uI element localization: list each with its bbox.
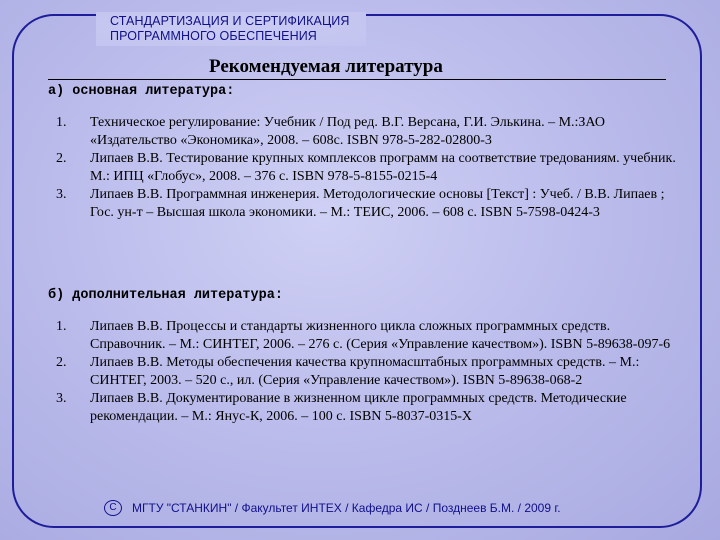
- list-item-text: Техническое регулирование: Учебник / Под ред. В.Г. Версана, Г.И. Элькина. – М.:ЗАО «Издательство «Экономика», 2008. – 608с. ISBN 978-5-282-02800-3: [90, 115, 605, 148]
- list-item-text: Липаев В.В. Документирование в жизненном цикле программных средств. Методические рекомендации. – М.: Янус-К, 2006. – 100 с. ISBN 5-8037-0315-X: [90, 391, 627, 424]
- list-item: [56, 114, 686, 150]
- additional-literature-list: [56, 318, 686, 426]
- list-item-number: 1.: [56, 115, 67, 130]
- slide-footer: [104, 500, 561, 516]
- list-item-text: Липаев В.В. Тестирование крупных комплексов программ на соответствие тредованиям. учебник. М.: ИПЦ «Глобус», 2008. – 376 с. ISBN 978-5-8155-0215-4: [90, 151, 676, 184]
- list-item-number: 2.: [56, 355, 67, 370]
- list-item-number: 2.: [56, 151, 67, 166]
- title-underline: [48, 79, 666, 80]
- page-title: Рекомендуемая литература: [209, 56, 443, 77]
- list-item-text: Липаев В.В. Методы обеспечения качества крупномасштабных программных средств. – М.: СИНТЕГ, 2003. – 520 с., ил. (Серия «Управление качеством»). ISBN 5-89638-068-2: [90, 355, 640, 388]
- list-item: [56, 390, 686, 426]
- list-item: [56, 150, 686, 186]
- list-item-number: 1.: [56, 319, 67, 334]
- header-line-1: СТАНДАРТИЗАЦИЯ И СЕРТИФИКАЦИЯ: [110, 14, 350, 28]
- header-line-2: ПРОГРАММНОГО ОБЕСПЕЧЕНИЯ: [110, 29, 317, 43]
- list-item-text: Липаев В.В. Программная инженерия. Методологические основы [Текст] : Учеб. / В.В. Липаев ; Гос. ун-т – Высшая школа экономики. – М.: ТЕИС, 2006. – 608 с. ISBN 5-7598-0424-3: [90, 187, 665, 220]
- section-heading-main: а) основная литература:: [48, 84, 235, 99]
- list-item-number: 3.: [56, 187, 67, 202]
- list-item: [56, 354, 686, 390]
- main-literature-list: [56, 114, 686, 222]
- slide-header: [96, 12, 366, 46]
- list-item: [56, 318, 686, 354]
- copyright-icon: С: [104, 500, 122, 516]
- list-item-number: 3.: [56, 391, 67, 406]
- footer-text: МГТУ "СТАНКИН" / Факультет ИНТЕХ / Кафедра ИС / Позднеев Б.М. / 2009 г.: [132, 501, 561, 515]
- list-item-text: Липаев В.В. Процессы и стандарты жизненного цикла сложных программных средств. Справочник. – М.: СИНТЕГ, 2006. – 276 с. (Серия «Управление качеством»). ISBN 5-89638-097-6: [90, 319, 671, 352]
- list-item: [56, 186, 686, 222]
- section-heading-additional: б) дополнительная литература:: [48, 288, 283, 303]
